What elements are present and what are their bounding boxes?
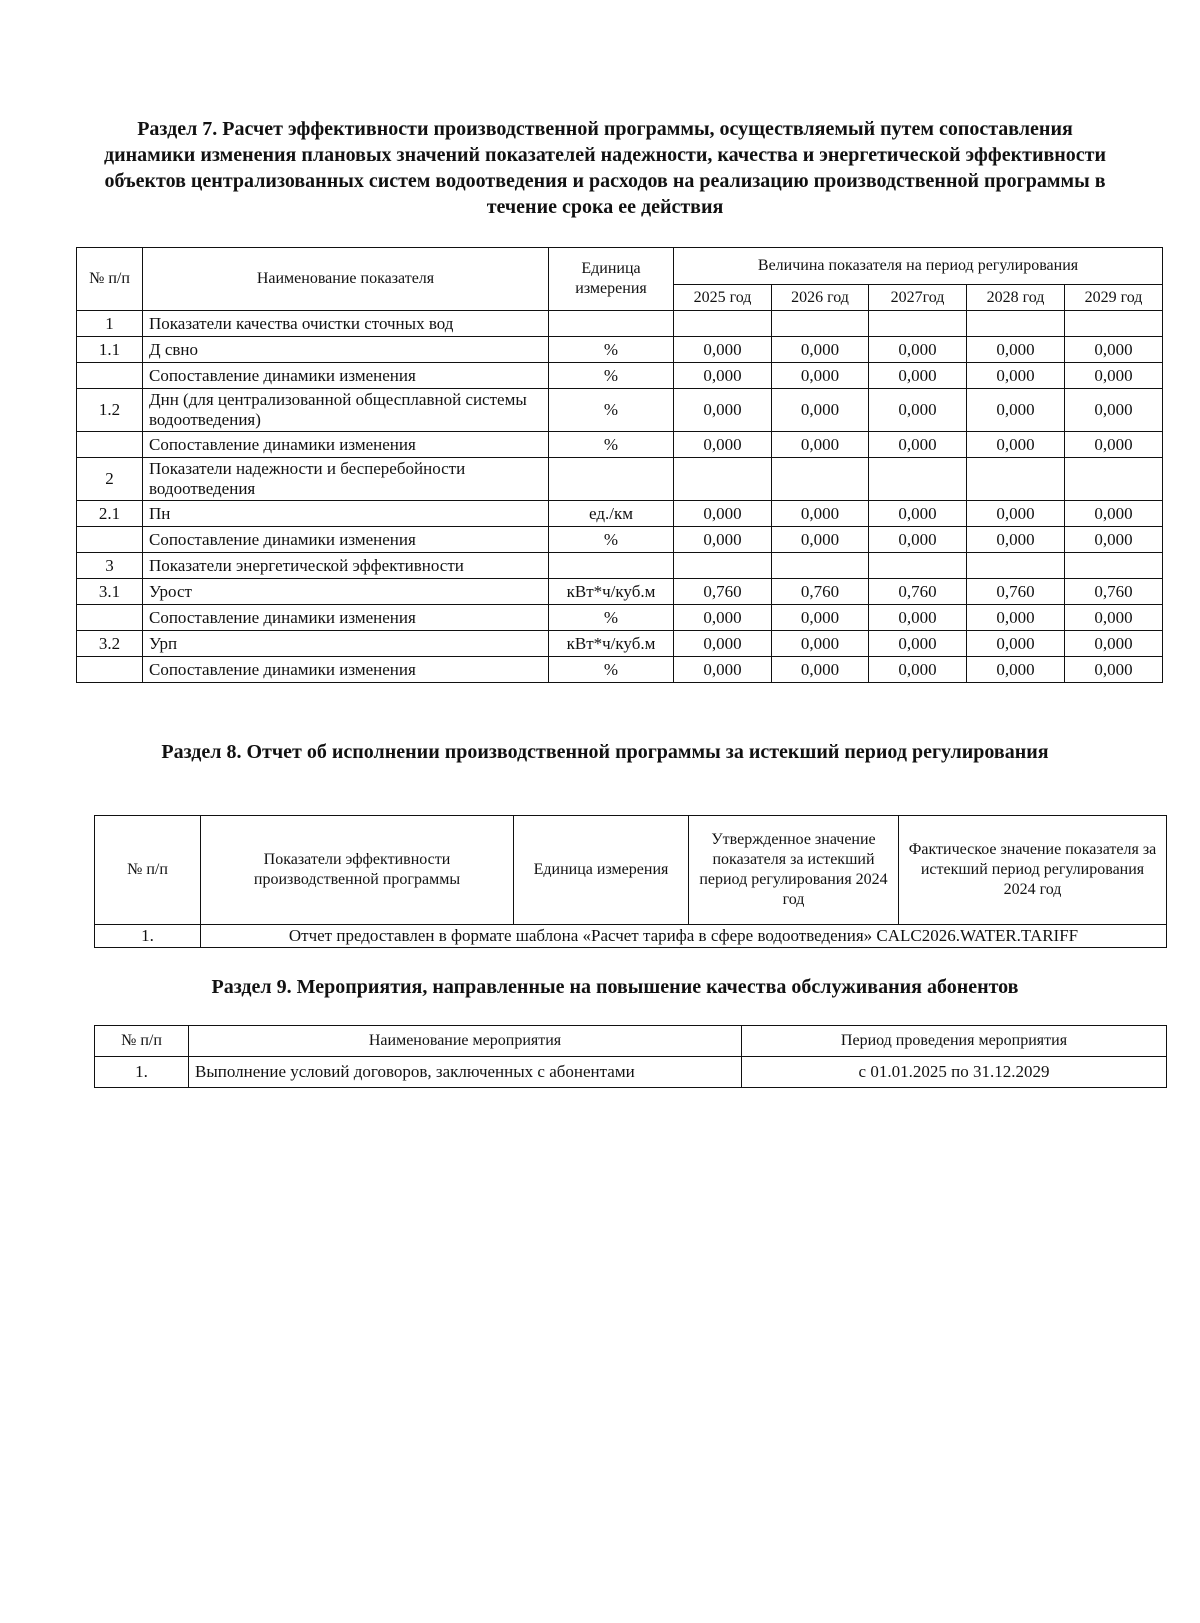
row-name: Сопоставление динамики изменения (143, 657, 549, 683)
row-value: 0,000 (674, 657, 772, 683)
row-value: 0,000 (772, 501, 869, 527)
row-unit (549, 553, 674, 579)
table-row (77, 527, 1163, 553)
row-value: 0,760 (772, 579, 869, 605)
row-unit: % (549, 605, 674, 631)
table-row (77, 432, 1163, 458)
table-row (77, 579, 1163, 605)
s7-header-year: 2025 год (674, 285, 772, 311)
row-value (772, 311, 869, 337)
row-value (967, 458, 1065, 501)
row-value: 0,000 (674, 605, 772, 631)
row-value: 0,000 (772, 432, 869, 458)
row-value (869, 458, 967, 501)
row-value: 0,000 (772, 337, 869, 363)
row-name: Урп (143, 631, 549, 657)
row-value (1065, 458, 1163, 501)
row-value: 0,760 (869, 579, 967, 605)
row-value: 0,000 (674, 631, 772, 657)
row-value: 0,000 (1065, 605, 1163, 631)
row-unit: % (549, 389, 674, 432)
row-value: 0,000 (869, 605, 967, 631)
s7-header-year: 2028 год (967, 285, 1065, 311)
row-value: 0,000 (772, 605, 869, 631)
row-name: Урост (143, 579, 549, 605)
table-row (77, 363, 1163, 389)
row-value: 0,000 (1065, 337, 1163, 363)
row-num: 1.2 (77, 389, 143, 432)
row-num (77, 363, 143, 389)
row-value: 0,000 (772, 631, 869, 657)
s8-row-num: 1. (95, 925, 201, 948)
row-num: 3.2 (77, 631, 143, 657)
row-name: Показатели энергетической эффективности (143, 553, 549, 579)
row-value: 0,000 (869, 527, 967, 553)
row-unit: % (549, 527, 674, 553)
row-num (77, 527, 143, 553)
row-unit (549, 311, 674, 337)
row-value: 0,000 (869, 389, 967, 432)
row-value: 0,000 (967, 389, 1065, 432)
row-unit: ед./км (549, 501, 674, 527)
row-value: 0,000 (772, 527, 869, 553)
row-value: 0,000 (674, 432, 772, 458)
s7-header-num: № п/п (77, 248, 143, 311)
section7-title: Раздел 7. Расчет эффективности производственной программы, осуществляемый путем сопоставления динамики изменения плановых значений показателей надежности, качества и энергетической эффективности объектов централизованных систем водоотведения и расходов на реализацию производственной программы в течение срока ее действия (103, 118, 1107, 218)
row-name: Сопоставление динамики изменения (143, 527, 549, 553)
row-name: Днн (для централизованной общесплавной системы водоотведения) (143, 389, 549, 432)
row-value: 0,000 (1065, 363, 1163, 389)
table-row (77, 458, 1163, 501)
row-value: 0,000 (869, 657, 967, 683)
row-value: 0,000 (1065, 389, 1163, 432)
row-value: 0,000 (674, 501, 772, 527)
row-value: 0,000 (674, 363, 772, 389)
row-name: Показатели качества очистки сточных вод (143, 311, 549, 337)
row-value: 0,000 (967, 605, 1065, 631)
row-value: 0,000 (869, 631, 967, 657)
section8-table (94, 815, 1167, 948)
row-name: Сопоставление динамики изменения (143, 432, 549, 458)
row-value: 0,000 (967, 337, 1065, 363)
row-num: 1.1 (77, 337, 143, 363)
row-value: 0,000 (674, 337, 772, 363)
row-value: 0,000 (967, 657, 1065, 683)
row-unit: % (549, 432, 674, 458)
row-value: 0,000 (869, 501, 967, 527)
row-value: 0,000 (674, 527, 772, 553)
row-num: 2.1 (77, 501, 143, 527)
s8-header-indicators: Показатели эффективности производственной программы (201, 816, 514, 925)
table-row (77, 631, 1163, 657)
row-value: 0,000 (1065, 501, 1163, 527)
row-value (967, 553, 1065, 579)
row-value (1065, 553, 1163, 579)
table-row (77, 657, 1163, 683)
s7-header-unit: Единица измерения (549, 248, 674, 311)
row-value: 0,000 (967, 501, 1065, 527)
row-name: Пн (143, 501, 549, 527)
s9-row-period: с 01.01.2025 по 31.12.2029 (742, 1057, 1167, 1088)
row-name: Сопоставление динамики изменения (143, 363, 549, 389)
s7-header-name: Наименование показателя (143, 248, 549, 311)
row-value (674, 553, 772, 579)
row-unit (549, 458, 674, 501)
table-row (77, 501, 1163, 527)
row-value: 0,000 (1065, 631, 1163, 657)
row-value (869, 553, 967, 579)
table-row (77, 553, 1163, 579)
row-value (967, 311, 1065, 337)
s7-header-period: Величина показателя на период регулирования (674, 248, 1163, 285)
section7-table (76, 247, 1163, 683)
s9-header-num: № п/п (95, 1026, 189, 1057)
row-unit: кВт*ч/куб.м (549, 631, 674, 657)
s8-header-unit: Единица измерения (514, 816, 689, 925)
row-num: 3 (77, 553, 143, 579)
s7-header-year: 2026 год (772, 285, 869, 311)
row-value: 0,000 (674, 389, 772, 432)
s7-header-year: 2029 год (1065, 285, 1163, 311)
row-value (869, 311, 967, 337)
row-num (77, 432, 143, 458)
table-row (77, 605, 1163, 631)
row-unit: % (549, 337, 674, 363)
row-value: 0,000 (967, 363, 1065, 389)
row-value: 0,000 (869, 432, 967, 458)
s8-row-text: Отчет предоставлен в формате шаблона «Расчет тарифа в сфере водоотведения» CALC2026.WATER.TARIFF (201, 925, 1167, 948)
s7-header-year: 2027год (869, 285, 967, 311)
row-value: 0,760 (674, 579, 772, 605)
row-value (674, 458, 772, 501)
row-num: 2 (77, 458, 143, 501)
row-value: 0,000 (1065, 527, 1163, 553)
row-num: 1 (77, 311, 143, 337)
row-value: 0,000 (967, 631, 1065, 657)
s8-header-approved: Утвержденное значение показателя за истекший период регулирования 2024 год (689, 816, 899, 925)
row-value: 0,000 (772, 389, 869, 432)
s9-header-period: Период проведения мероприятия (742, 1026, 1167, 1057)
section9-table (94, 1025, 1167, 1088)
row-value: 0,000 (967, 527, 1065, 553)
row-value (674, 311, 772, 337)
s9-row-num: 1. (95, 1057, 189, 1088)
s8-header-actual: Фактическое значение показателя за истекший период регулирования 2024 год (899, 816, 1167, 925)
row-num (77, 657, 143, 683)
row-value: 0,760 (1065, 579, 1163, 605)
row-unit: % (549, 363, 674, 389)
row-name: Сопоставление динамики изменения (143, 605, 549, 631)
row-value: 0,000 (1065, 432, 1163, 458)
row-value: 0,760 (967, 579, 1065, 605)
row-num (77, 605, 143, 631)
row-value: 0,000 (772, 657, 869, 683)
s8-header-num: № п/п (95, 816, 201, 925)
row-unit: % (549, 657, 674, 683)
row-value: 0,000 (1065, 657, 1163, 683)
row-value (772, 553, 869, 579)
row-name: Показатели надежности и бесперебойности водоотведения (143, 458, 549, 501)
row-value: 0,000 (967, 432, 1065, 458)
row-value (1065, 311, 1163, 337)
table-row (77, 389, 1163, 432)
s9-header-name: Наименование мероприятия (189, 1026, 742, 1057)
row-value: 0,000 (869, 337, 967, 363)
section9-title: Раздел 9. Мероприятия, направленные на повышение качества обслуживания абонентов (211, 976, 1019, 998)
row-name: Д свно (143, 337, 549, 363)
row-value (772, 458, 869, 501)
table-row (77, 337, 1163, 363)
row-value: 0,000 (869, 363, 967, 389)
s9-row-name: Выполнение условий договоров, заключенных с абонентами (189, 1057, 742, 1088)
section8-title: Раздел 8. Отчет об исполнении производственной программы за истекший период регулирования (161, 741, 1049, 763)
row-unit: кВт*ч/куб.м (549, 579, 674, 605)
row-value: 0,000 (772, 363, 869, 389)
row-num: 3.1 (77, 579, 143, 605)
table-row (77, 311, 1163, 337)
